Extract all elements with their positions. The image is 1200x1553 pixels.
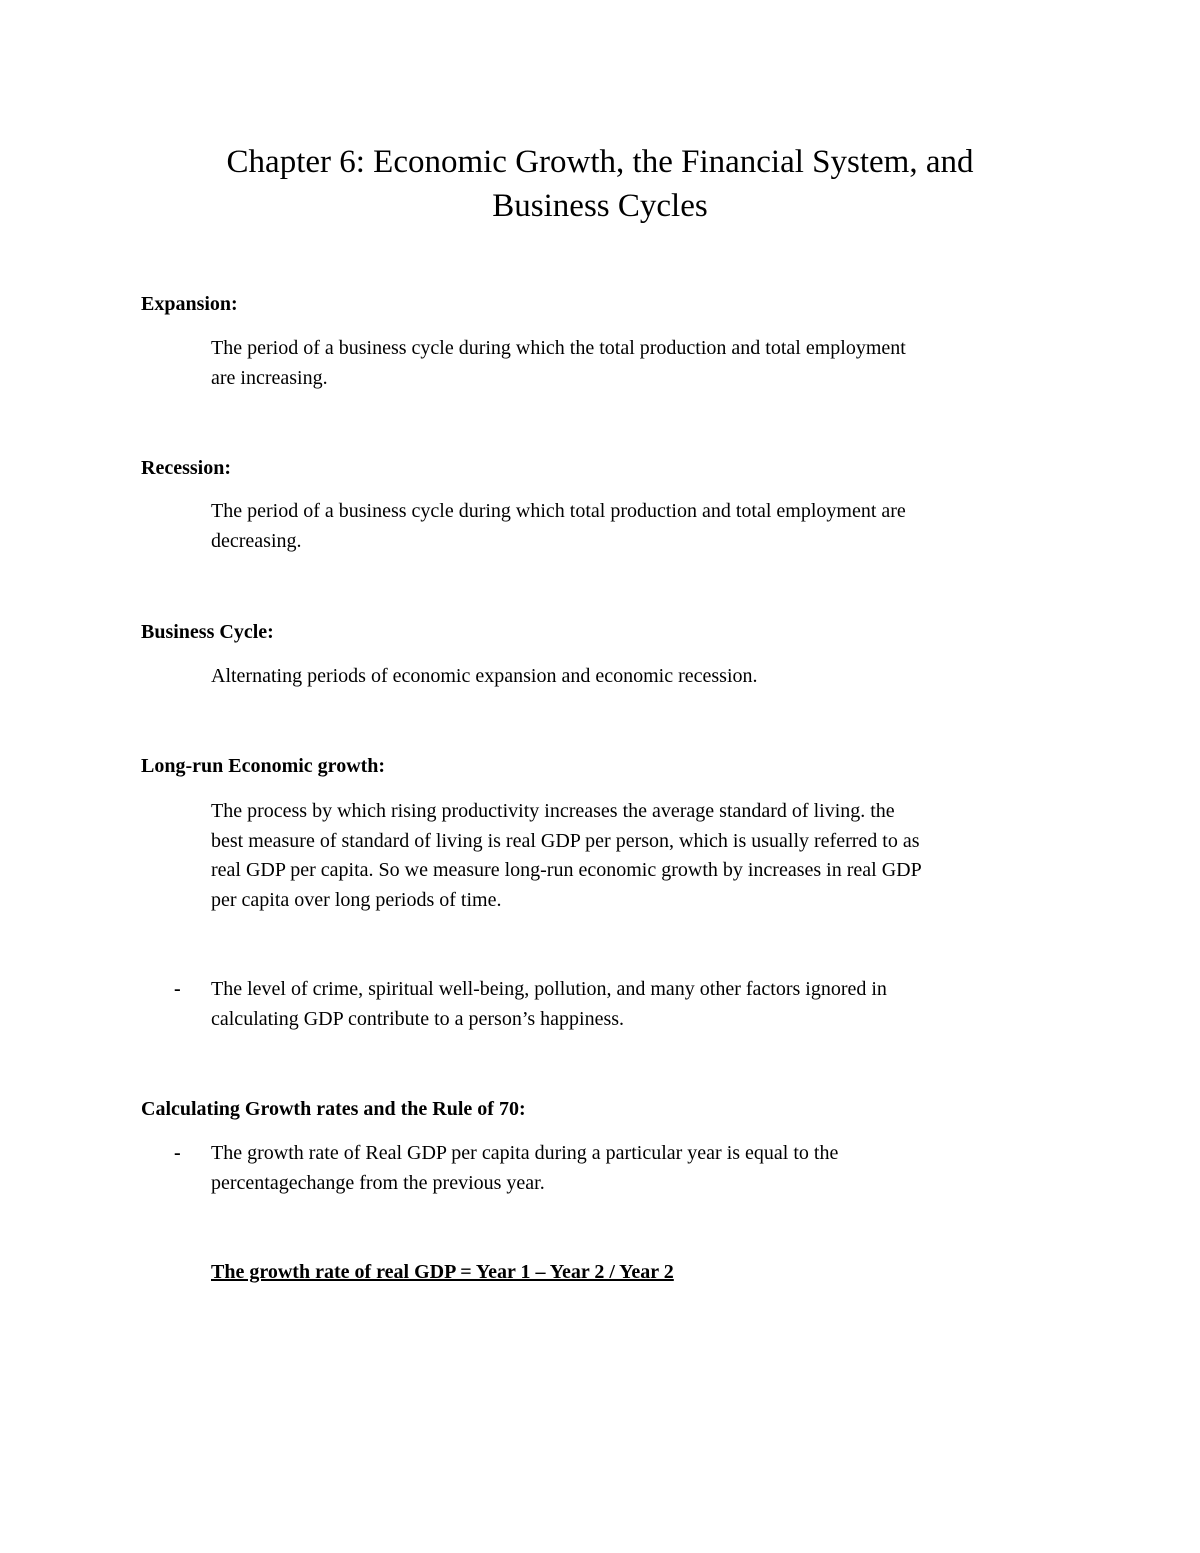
bullet-dash-marker: - <box>174 1142 181 1164</box>
definition-long-run-growth <box>211 797 1071 915</box>
definition-line: Alternating periods of economic expansion and economic recession. <box>211 665 758 687</box>
bullet-line: The level of crime, spiritual well-being, pollution, and many other factors ignored in <box>211 978 887 1000</box>
definition-line: The process by which rising productivity increases the average standard of living. the <box>211 800 895 822</box>
bullet-line: calculating GDP contribute to a person’s happiness. <box>211 1007 625 1030</box>
definition-line: The period of a business cycle during which total production and total employment are <box>211 500 906 522</box>
definition-recession <box>211 497 1071 556</box>
definition-line: decreasing. <box>211 529 302 552</box>
bullet-line: The growth rate of Real GDP per capita during a particular year is equal to the <box>211 1142 839 1164</box>
definition-expansion <box>211 334 1071 393</box>
page-title-line-2: Business Cycles <box>492 188 708 224</box>
bullet-growth-rate-definition <box>211 1139 1071 1198</box>
bullet-line: percentagechange from the previous year. <box>211 1171 545 1194</box>
definition-line: best measure of standard of living is real GDP per person, which is usually referred to as <box>211 829 920 852</box>
heading-long-run-growth: Long-run Economic growth: <box>141 755 386 777</box>
definition-business-cycle <box>211 662 1071 692</box>
definition-line: real GDP per capita. So we measure long-run economic growth by increases in real GDP <box>211 859 922 881</box>
heading-growth-rates: Calculating Growth rates and the Rule of 70: <box>141 1098 526 1120</box>
page-title-line-1: Chapter 6: Economic Growth, the Financial System, and <box>226 144 974 180</box>
growth-rate-formula: The growth rate of real GDP = Year 1 – Year 2 / Year 2 <box>211 1261 674 1283</box>
bullet-happiness-factors <box>211 975 1071 1034</box>
heading-recession: Recession: <box>141 457 231 479</box>
heading-expansion: Expansion: <box>141 293 238 315</box>
heading-business-cycle: Business Cycle: <box>141 621 274 643</box>
definition-line: The period of a business cycle during which the total production and total employment <box>211 337 906 359</box>
definition-line: per capita over long periods of time. <box>211 888 502 911</box>
definition-line: are increasing. <box>211 366 328 389</box>
bullet-dash-marker: - <box>174 978 181 1000</box>
